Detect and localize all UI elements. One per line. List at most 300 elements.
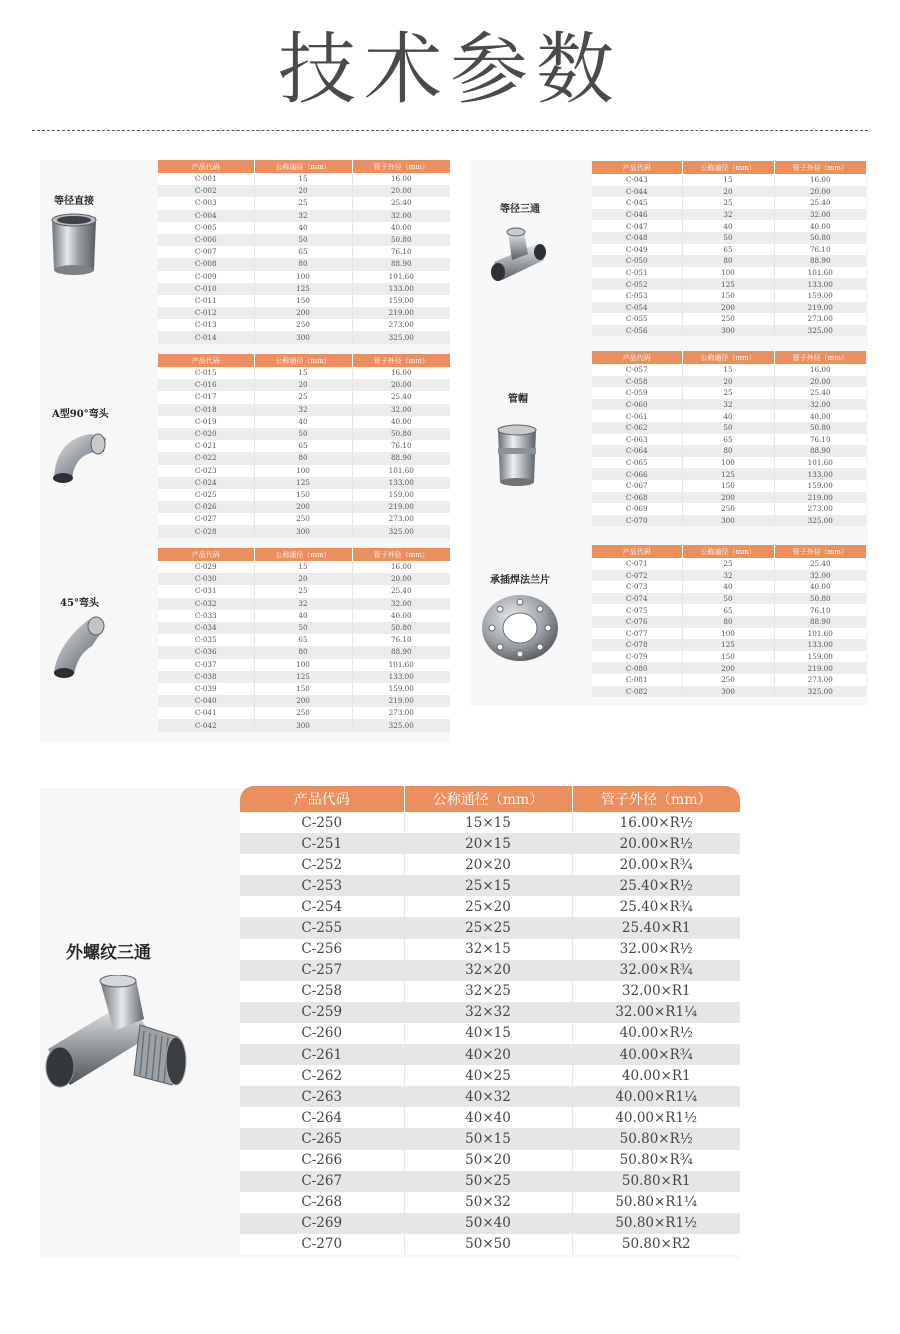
cell-od: 219.00: [774, 492, 866, 504]
table-row: [158, 391, 450, 403]
cell-od: 133.00: [774, 278, 866, 290]
spec-table-straight: [158, 160, 450, 344]
cell-code: C-254: [240, 896, 404, 917]
cell-od: 40.00: [352, 610, 450, 622]
col-header-nominal: 公称通径（mm）: [254, 354, 352, 367]
cell-code: C-064: [592, 445, 682, 457]
cell-code: C-076: [592, 616, 682, 628]
spec-table-flange: [592, 545, 866, 697]
cell-od: 16.00: [774, 174, 866, 186]
cell-code: C-028: [158, 525, 254, 537]
cell-od: 16.00: [352, 561, 450, 573]
cell-od: 273.00: [774, 503, 866, 515]
cell-code: C-050: [592, 255, 682, 267]
cell-code: C-023: [158, 465, 254, 477]
table-row: [592, 492, 866, 504]
cell-od: 20.00: [352, 573, 450, 585]
cell-nominal: 150: [254, 683, 352, 695]
table-row: [158, 331, 450, 343]
col-header-nominal: 公称通径（mm）: [404, 786, 572, 812]
cell-od: 101.60: [352, 465, 450, 477]
col-header-code: 产品代码: [158, 548, 254, 561]
cell-code: C-021: [158, 440, 254, 452]
table-row: [240, 960, 740, 981]
cell-code: C-075: [592, 604, 682, 616]
cell-od: 25.40: [774, 387, 866, 399]
table-row: [158, 173, 450, 185]
table-row: [592, 674, 866, 686]
cell-od: 50.80×R¾: [572, 1150, 740, 1171]
table-row: [592, 302, 866, 314]
cell-code: C-261: [240, 1044, 404, 1065]
cell-od: 159.00: [774, 290, 866, 302]
cell-code: C-002: [158, 185, 254, 197]
table-row: [592, 604, 866, 616]
cell-od: 133.00: [774, 468, 866, 480]
cell-nominal: 250: [254, 319, 352, 331]
dashed-divider: [32, 130, 868, 131]
table-row: [240, 1044, 740, 1065]
table-row: [158, 465, 450, 477]
table-row: [592, 651, 866, 663]
cell-nominal: 40: [682, 410, 774, 422]
cell-od: 76.10: [352, 634, 450, 646]
col-header-od: 管子外径（mm）: [352, 160, 450, 173]
table-row: [158, 197, 450, 209]
cell-od: 20.00×R¾: [572, 854, 740, 875]
cell-code: C-034: [158, 622, 254, 634]
cell-od: 32.00×R1¼: [572, 1002, 740, 1023]
cell-od: 25.40: [352, 391, 450, 403]
cell-code: C-264: [240, 1107, 404, 1128]
cell-nominal: 32: [254, 598, 352, 610]
table-row: [158, 610, 450, 622]
table-row: [592, 387, 866, 399]
cell-code: C-009: [158, 271, 254, 283]
table-row: [592, 174, 866, 186]
elbow-90-icon: [46, 430, 110, 486]
cell-nominal: 100: [254, 271, 352, 283]
cell-code: C-049: [592, 244, 682, 256]
cell-od: 50.80: [352, 622, 450, 634]
cell-code: C-069: [592, 503, 682, 515]
cell-od: 50.80: [774, 593, 866, 605]
table-row: [158, 283, 450, 295]
cell-code: C-252: [240, 854, 404, 875]
cell-nominal: 15: [254, 561, 352, 573]
cell-code: C-080: [592, 662, 682, 674]
cell-od: 25.40×R1: [572, 917, 740, 938]
table-row: [592, 639, 866, 651]
cell-od: 273.00: [774, 313, 866, 325]
table-row: [592, 410, 866, 422]
cell-od: 20.00×R½: [572, 833, 740, 854]
straight-coupling-icon: [46, 210, 102, 278]
col-header-nominal: 公称通径（mm）: [682, 545, 774, 558]
spec-table-male-tee: [240, 786, 740, 1255]
cell-code: C-010: [158, 283, 254, 295]
cell-nominal: 15: [254, 367, 352, 379]
cell-od: 219.00: [352, 695, 450, 707]
cell-od: 40.00×R1: [572, 1065, 740, 1086]
table-row: [592, 480, 866, 492]
col-header-nominal: 公称通径（mm）: [682, 351, 774, 364]
cell-od: 159.00: [774, 480, 866, 492]
table-row: [592, 267, 866, 279]
pipe-cap-icon: [492, 422, 542, 490]
cell-code: C-267: [240, 1171, 404, 1192]
cell-nominal: 300: [682, 515, 774, 527]
table-row: [592, 376, 866, 388]
table-row: [158, 695, 450, 707]
cell-code: C-056: [592, 325, 682, 337]
table-row: [592, 220, 866, 232]
table-row: [158, 258, 450, 270]
cell-od: 88.90: [352, 646, 450, 658]
cell-od: 88.90: [774, 616, 866, 628]
cell-nominal: 80: [682, 255, 774, 267]
table-row: [158, 404, 450, 416]
cell-od: 101.60: [774, 267, 866, 279]
male-thread-tee-icon: [40, 975, 190, 1095]
cell-od: 133.00: [352, 283, 450, 295]
table-row: [592, 244, 866, 256]
cell-nominal: 15: [682, 364, 774, 376]
cell-nominal: 125: [254, 283, 352, 295]
table-row: [592, 503, 866, 515]
cell-code: C-070: [592, 515, 682, 527]
table-row: [592, 445, 866, 457]
cell-code: C-255: [240, 917, 404, 938]
cell-code: C-079: [592, 651, 682, 663]
cell-nominal: 150: [254, 295, 352, 307]
cell-od: 40.00: [774, 410, 866, 422]
table-row: [592, 468, 866, 480]
cell-od: 273.00: [352, 513, 450, 525]
table-row: [158, 683, 450, 695]
cell-od: 76.10: [352, 246, 450, 258]
cell-code: C-073: [592, 581, 682, 593]
cell-code: C-260: [240, 1023, 404, 1044]
table-row: [158, 561, 450, 573]
cell-code: C-071: [592, 558, 682, 570]
cell-code: C-004: [158, 210, 254, 222]
cell-nominal: 32×20: [404, 960, 572, 981]
cell-nominal: 40×20: [404, 1044, 572, 1065]
cell-od: 219.00: [774, 662, 866, 674]
table-row: [592, 255, 866, 267]
cell-code: C-018: [158, 404, 254, 416]
cell-od: 159.00: [352, 489, 450, 501]
cell-code: C-031: [158, 585, 254, 597]
table-row: [158, 501, 450, 513]
cell-code: C-032: [158, 598, 254, 610]
cell-nominal: 150: [682, 651, 774, 663]
col-header-nominal: 公称通径（mm）: [682, 161, 774, 174]
cell-code: C-019: [158, 416, 254, 428]
cell-nominal: 20: [682, 186, 774, 198]
cell-od: 273.00: [774, 674, 866, 686]
table-row: [158, 489, 450, 501]
cell-code: C-055: [592, 313, 682, 325]
cell-od: 40.00×R1¼: [572, 1086, 740, 1107]
cell-od: 40.00×R½: [572, 1023, 740, 1044]
cell-nominal: 300: [254, 525, 352, 537]
cell-code: C-015: [158, 367, 254, 379]
cell-nominal: 25×25: [404, 917, 572, 938]
table-row: [158, 246, 450, 258]
table-row: [240, 981, 740, 1002]
col-header-code: 产品代码: [592, 545, 682, 558]
cell-od: 101.60: [774, 628, 866, 640]
table-row: [158, 452, 450, 464]
cell-od: 88.90: [774, 445, 866, 457]
cell-nominal: 20×20: [404, 854, 572, 875]
table-row: [158, 598, 450, 610]
cell-nominal: 125: [682, 639, 774, 651]
col-header-od: 管子外径（mm）: [352, 548, 450, 561]
table-row: [592, 628, 866, 640]
table-row: [592, 570, 866, 582]
cell-nominal: 65: [254, 246, 352, 258]
cell-nominal: 32×32: [404, 1002, 572, 1023]
table-row: [592, 457, 866, 469]
cell-code: C-005: [158, 222, 254, 234]
cell-code: C-011: [158, 295, 254, 307]
cell-code: C-067: [592, 480, 682, 492]
table-row: [592, 616, 866, 628]
table-row: [592, 686, 866, 698]
table-row: [240, 1023, 740, 1044]
cell-nominal: 50×15: [404, 1128, 572, 1149]
cell-nominal: 20: [254, 185, 352, 197]
cell-code: C-022: [158, 452, 254, 464]
table-row: [240, 1086, 740, 1107]
table-row: [158, 307, 450, 319]
cell-code: C-077: [592, 628, 682, 640]
cell-nominal: 250: [254, 513, 352, 525]
cell-code: C-251: [240, 833, 404, 854]
cell-nominal: 250: [682, 674, 774, 686]
cell-nominal: 150: [682, 290, 774, 302]
cell-code: C-269: [240, 1213, 404, 1234]
table-row: [240, 1213, 740, 1234]
cell-nominal: 300: [254, 719, 352, 731]
table-row: [158, 622, 450, 634]
cell-od: 219.00: [352, 501, 450, 513]
cell-code: C-012: [158, 307, 254, 319]
col-header-od: 管子外径（mm）: [774, 351, 866, 364]
cell-od: 50.80×R1½: [572, 1213, 740, 1234]
cell-nominal: 32×25: [404, 981, 572, 1002]
col-header-od: 管子外径（mm）: [774, 161, 866, 174]
cell-code: C-008: [158, 258, 254, 270]
table-row: [592, 197, 866, 209]
cell-nominal: 40: [682, 581, 774, 593]
cell-code: C-266: [240, 1150, 404, 1171]
cell-nominal: 300: [682, 686, 774, 698]
cell-nominal: 125: [254, 671, 352, 683]
col-header-code: 产品代码: [158, 354, 254, 367]
cell-nominal: 250: [254, 707, 352, 719]
cell-nominal: 25: [682, 558, 774, 570]
cell-code: C-081: [592, 674, 682, 686]
cell-od: 133.00: [774, 639, 866, 651]
cell-od: 325.00: [352, 525, 450, 537]
cell-od: 133.00: [352, 671, 450, 683]
page-title: 技术参数: [277, 25, 622, 115]
table-row: [592, 364, 866, 376]
cell-code: C-058: [592, 376, 682, 388]
cell-code: C-072: [592, 570, 682, 582]
cell-nominal: 100: [254, 465, 352, 477]
cell-code: C-026: [158, 501, 254, 513]
cell-code: C-043: [592, 174, 682, 186]
cell-od: 40.00×R¾: [572, 1044, 740, 1065]
cell-code: C-006: [158, 234, 254, 246]
cell-nominal: 25×20: [404, 896, 572, 917]
cell-code: C-256: [240, 939, 404, 960]
cell-code: C-053: [592, 290, 682, 302]
cell-code: C-038: [158, 671, 254, 683]
cell-nominal: 65: [682, 434, 774, 446]
cell-nominal: 40: [254, 416, 352, 428]
cell-od: 88.90: [352, 258, 450, 270]
cell-nominal: 50: [254, 428, 352, 440]
table-row: [158, 525, 450, 537]
table-row: [592, 581, 866, 593]
cell-nominal: 65: [682, 244, 774, 256]
table-row: [240, 1065, 740, 1086]
table-row: [158, 271, 450, 283]
flange-icon: [480, 592, 560, 664]
col-header-nominal: 公称通径（mm）: [254, 548, 352, 561]
cell-code: C-013: [158, 319, 254, 331]
col-header-od: 管子外径（mm）: [600, 792, 712, 808]
cell-nominal: 300: [254, 331, 352, 343]
cell-code: C-033: [158, 610, 254, 622]
cell-od: 101.60: [352, 271, 450, 283]
table-row: [592, 209, 866, 221]
table-row: [158, 646, 450, 658]
cell-od: 76.10: [352, 440, 450, 452]
cell-od: 25.40×R½: [572, 875, 740, 896]
table-row: [592, 558, 866, 570]
cell-code: C-066: [592, 468, 682, 480]
table-row: [158, 513, 450, 525]
cell-nominal: 200: [254, 501, 352, 513]
label-cap: 管帽: [508, 394, 528, 405]
cell-code: C-258: [240, 981, 404, 1002]
label-tee: 等径三通: [500, 204, 540, 215]
spec-table-elbow90: [158, 354, 450, 538]
cell-nominal: 20×15: [404, 833, 572, 854]
cell-od: 325.00: [352, 719, 450, 731]
cell-od: 219.00: [352, 307, 450, 319]
cell-od: 32.00×R½: [572, 939, 740, 960]
cell-nominal: 200: [682, 662, 774, 674]
cell-od: 273.00: [352, 319, 450, 331]
table-row: [592, 186, 866, 198]
table-row: [240, 1128, 740, 1149]
cell-nominal: 300: [682, 325, 774, 337]
table-row: [158, 379, 450, 391]
cell-nominal: 50: [254, 622, 352, 634]
col-header-code: 产品代码: [158, 160, 254, 173]
cell-nominal: 40: [682, 220, 774, 232]
cell-nominal: 32: [254, 404, 352, 416]
cell-nominal: 50×40: [404, 1213, 572, 1234]
table-row: [592, 290, 866, 302]
cell-nominal: 200: [254, 695, 352, 707]
table-row: [158, 319, 450, 331]
cell-nominal: 40×40: [404, 1107, 572, 1128]
cell-code: C-024: [158, 477, 254, 489]
table-row: [240, 896, 740, 917]
table-row: [240, 939, 740, 960]
table-row: [592, 515, 866, 527]
spec-table-elbow45: [158, 548, 450, 732]
cell-code: C-036: [158, 646, 254, 658]
cell-nominal: 40: [254, 610, 352, 622]
cell-od: 16.00: [774, 364, 866, 376]
cell-code: C-257: [240, 960, 404, 981]
cell-code: C-045: [592, 197, 682, 209]
table-row: [158, 234, 450, 246]
label-elbow45: 45°弯头: [60, 598, 99, 609]
cell-code: C-035: [158, 634, 254, 646]
cell-nominal: 32×15: [404, 939, 572, 960]
cell-nominal: 65: [682, 604, 774, 616]
cell-nominal: 40×15: [404, 1023, 572, 1044]
table-row: [240, 1192, 740, 1213]
cell-od: 101.60: [774, 457, 866, 469]
col-header-code: 产品代码: [592, 351, 682, 364]
table-row: [240, 875, 740, 896]
cell-nominal: 150: [682, 480, 774, 492]
cell-od: 25.40: [774, 197, 866, 209]
cell-nominal: 40×32: [404, 1086, 572, 1107]
cell-code: C-020: [158, 428, 254, 440]
cell-nominal: 80: [254, 452, 352, 464]
cell-nominal: 100: [682, 267, 774, 279]
cell-code: C-030: [158, 573, 254, 585]
table-row: [158, 707, 450, 719]
cell-od: 16.00: [352, 367, 450, 379]
table-row: [592, 434, 866, 446]
cell-code: C-268: [240, 1192, 404, 1213]
spec-table-tee: [592, 161, 866, 336]
cell-od: 325.00: [774, 515, 866, 527]
cell-code: C-039: [158, 683, 254, 695]
table-row: [240, 1234, 740, 1255]
cell-od: 40.00: [352, 222, 450, 234]
cell-od: 32.00: [352, 210, 450, 222]
cell-od: 25.40: [774, 558, 866, 570]
col-header-od: 管子外径（mm）: [774, 545, 866, 558]
cell-nominal: 125: [682, 278, 774, 290]
cell-nominal: 65: [254, 634, 352, 646]
cell-nominal: 15: [254, 173, 352, 185]
cell-code: C-062: [592, 422, 682, 434]
cell-code: C-060: [592, 399, 682, 411]
table-row: [240, 1150, 740, 1171]
cell-code: C-037: [158, 659, 254, 671]
cell-code: C-078: [592, 639, 682, 651]
cell-nominal: 25: [254, 391, 352, 403]
table-row: [592, 325, 866, 337]
equal-tee-icon: [486, 226, 550, 286]
